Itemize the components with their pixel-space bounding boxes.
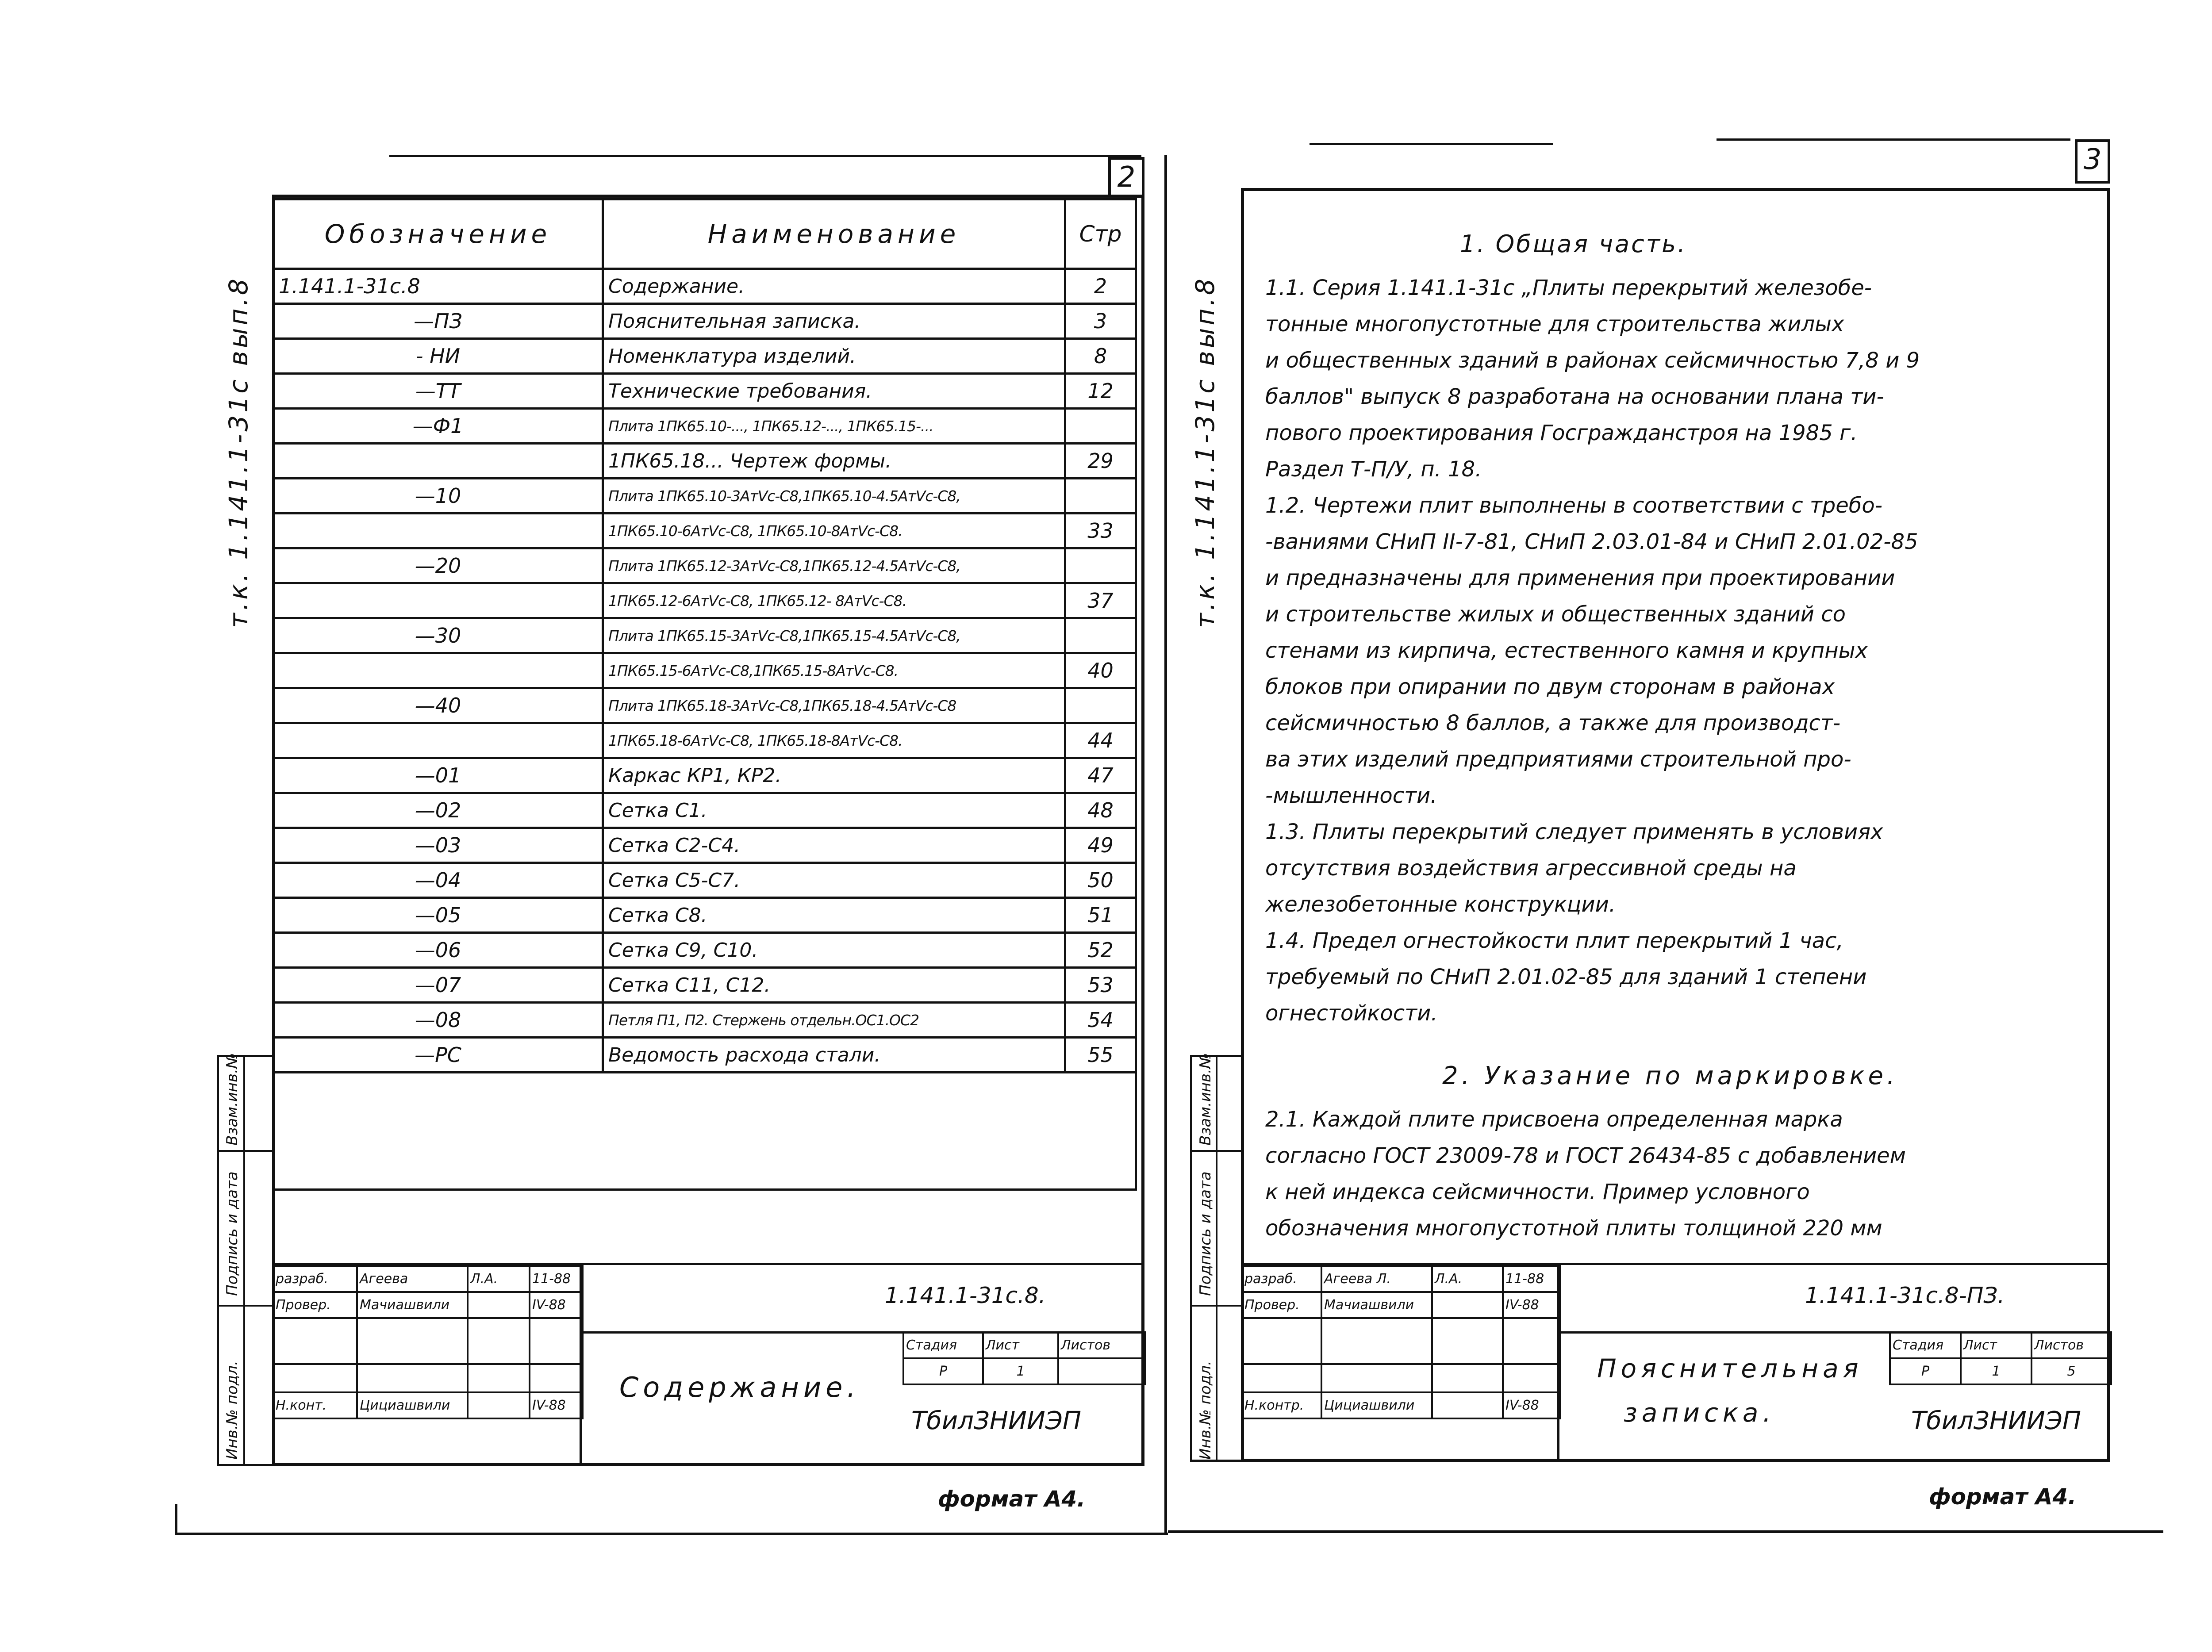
right-format: формат А4.	[1929, 1484, 2077, 1510]
row-designation: —10	[273, 479, 603, 514]
row-page	[1065, 618, 1136, 653]
stamp-signature	[468, 1392, 530, 1418]
row-name: Содержание.	[603, 269, 1065, 304]
right-side-sign-date: Подпись и дата	[1197, 1171, 1214, 1296]
stamp-role: Провер.	[1242, 1292, 1321, 1318]
stamp-role: Н.конт.	[273, 1392, 357, 1418]
row-designation	[273, 583, 603, 618]
stamp-row	[273, 1318, 583, 1364]
stamp-name: Агеева Л.	[1321, 1266, 1432, 1292]
paragraph-line: 2.1. Каждой плите присвоена определенная марка	[1265, 1107, 1843, 1132]
top-rule-right-a	[1310, 143, 1553, 145]
table-row	[273, 793, 1136, 828]
paragraph-line: ва этих изделий предприятиями строительной про-	[1265, 747, 1851, 772]
table-filler-row	[273, 1073, 1136, 1190]
row-page: 55	[1065, 1038, 1136, 1073]
paragraph-line: огнестойкости.	[1265, 1001, 1438, 1026]
row-name: Плита 1ПК65.10-3АтVс-С8,1ПК65.10-4.5АтVс-С8,	[603, 479, 1065, 514]
right-stamp-people	[1241, 1265, 1561, 1419]
row-name: Технические требования.	[603, 374, 1065, 409]
stamp-name: Цициашвили	[357, 1392, 468, 1418]
paragraph-line: стенами из кирпича, естественного камня и крупных	[1265, 638, 1868, 663]
paragraph-line: к ней индекса сейсмичности. Пример условного	[1265, 1180, 1810, 1204]
stamp-sheets-head	[1890, 1332, 2111, 1358]
table-row	[273, 968, 1136, 1003]
row-page: 54	[1065, 1003, 1136, 1038]
right-stamp-sheets	[1889, 1331, 2112, 1385]
paragraph-line: обозначения многопустотной плиты толщиной 220 мм	[1265, 1216, 1882, 1241]
row-page	[1065, 548, 1136, 583]
stamp-row	[1242, 1392, 1560, 1418]
row-name: Сетка С8.	[603, 898, 1065, 933]
table-row	[273, 514, 1136, 548]
row-name: Сетка С5-С7.	[603, 863, 1065, 898]
right-stamp-title-2: записка.	[1624, 1398, 1775, 1428]
row-page: 33	[1065, 514, 1136, 548]
right-doc-code: 1.141.1-31с.8-ПЗ.	[1805, 1283, 2005, 1308]
bottom-rule-left	[175, 1533, 1168, 1535]
stamp-signature	[1432, 1392, 1503, 1418]
stamp-row	[273, 1392, 583, 1418]
bottom-rule-right	[1168, 1530, 2163, 1533]
stamp-row	[1242, 1318, 1560, 1364]
row-page: 53	[1065, 968, 1136, 1003]
table-row	[273, 374, 1136, 409]
stamp-name: Цициашвили	[1321, 1392, 1432, 1418]
table-row	[273, 758, 1136, 793]
stamp-date: 11-88	[1503, 1266, 1560, 1292]
paragraph-line: требуемый по СНиП 2.01.02-85 для зданий 1 степени	[1265, 965, 1867, 989]
stamp-name: Мачиашвили	[357, 1292, 468, 1318]
stage-header: Стадия	[1890, 1332, 1961, 1358]
row-name: 1ПК65.18-6АтVс-С8, 1ПК65.18-8АтVс-С8.	[603, 723, 1065, 758]
stamp-name: Мачиашвили	[1321, 1292, 1432, 1318]
paragraph-line: согласно ГОСТ 23009-78 и ГОСТ 26434-85 с добавлением	[1265, 1143, 1906, 1168]
right-side-label: т.к. 1.141.1-31с вып.8	[1190, 276, 1220, 628]
table-row	[273, 1003, 1136, 1038]
row-name: 1ПК65.15-6АтVс-С8,1ПК65.15-8АтVс-С8.	[603, 653, 1065, 688]
row-designation: —Ф1	[273, 409, 603, 444]
stamp-row	[1242, 1292, 1560, 1318]
paragraph-line: блоков при опирании по двум сторонам в районах	[1265, 675, 1835, 699]
table-row	[273, 479, 1136, 514]
left-stamp-divider	[580, 1265, 582, 1466]
row-page: 40	[1065, 653, 1136, 688]
table-row	[273, 269, 1136, 304]
row-page	[1065, 688, 1136, 723]
left-side-sign-date: Подпись и дата	[223, 1171, 241, 1296]
table-row	[273, 339, 1136, 374]
paragraph-line: 1.1. Серия 1.141.1-31с „Плиты перекрытий железобе-	[1265, 276, 1872, 300]
paragraph-line: Раздел Т-П/У, п. 18.	[1265, 457, 1482, 482]
row-designation: —05	[273, 898, 603, 933]
header-page: Стр	[1065, 199, 1136, 269]
stamp-signature: Л.А.	[468, 1266, 530, 1292]
page-divider	[1164, 155, 1167, 1533]
left-stamp-people	[272, 1265, 584, 1419]
stamp-row	[273, 1266, 583, 1292]
row-page: 51	[1065, 898, 1136, 933]
row-name: Сетка С1.	[603, 793, 1065, 828]
stamp-name: Агеева	[357, 1266, 468, 1292]
sheets-header: Листов	[2032, 1332, 2111, 1358]
section1-body	[1265, 270, 2097, 1031]
left-stamp-sheets	[902, 1331, 1146, 1385]
header-designation: Обозначение	[273, 199, 603, 269]
left-sheet-number: 2	[1108, 157, 1144, 198]
row-name: Сетка С2-С4.	[603, 828, 1065, 863]
row-designation: —40	[273, 688, 603, 723]
table-row	[273, 933, 1136, 968]
row-name: Плита 1ПК65.18-3АтVс-С8,1ПК65.18-4.5АтVс-С8	[603, 688, 1065, 723]
row-name: Плита 1ПК65.10-..., 1ПК65.12-..., 1ПК65.15-...	[603, 409, 1065, 444]
row-designation: —04	[273, 863, 603, 898]
right-side-stamp-rule	[1190, 1150, 1243, 1152]
stamp-date: 11-88	[530, 1266, 583, 1292]
stamp-date: IV-88	[1503, 1392, 1560, 1418]
table-row	[273, 444, 1136, 479]
stamp-signature	[468, 1292, 530, 1318]
left-side-label: т.к. 1.141.1-31с вып.8	[223, 276, 253, 628]
right-stamp-title-1: Пояснительная	[1597, 1353, 1863, 1384]
row-page: 49	[1065, 828, 1136, 863]
row-designation: —20	[273, 548, 603, 583]
left-format: формат А4.	[938, 1486, 1086, 1512]
row-page: 50	[1065, 863, 1136, 898]
row-page: 12	[1065, 374, 1136, 409]
left-doc-code: 1.141.1-31с.8.	[885, 1283, 1046, 1308]
row-name: Пояснительная записка.	[603, 304, 1065, 339]
row-page: 37	[1065, 583, 1136, 618]
stamp-sheets-head	[903, 1332, 1145, 1358]
paragraph-line: 1.2. Чертежи плит выполнены в соответствии с требо-	[1265, 493, 1883, 518]
right-side-replace: Взам.инв.№	[1197, 1053, 1214, 1146]
row-designation: —01	[273, 758, 603, 793]
header-name: Наименование	[603, 199, 1065, 269]
right-org: ТбилЗНИИЭП	[1911, 1407, 2081, 1435]
row-name: Петля П1, П2. Стержень отдельн.ОС1.ОС2	[603, 1003, 1065, 1038]
section2-body	[1265, 1101, 2097, 1246]
top-rule-left	[389, 155, 1141, 157]
row-name: Каркас КР1, КР2.	[603, 758, 1065, 793]
table-row	[273, 863, 1136, 898]
left-side-replace: Взам.инв.№	[223, 1053, 241, 1146]
table-row	[273, 304, 1136, 339]
paragraph-line: отсутствия воздействия агрессивной среды на	[1265, 856, 1797, 881]
paragraph-line: пового проектирования Госгражданстроя на 1985 г.	[1265, 421, 1858, 445]
row-page: 48	[1065, 793, 1136, 828]
paragraph-line: -мышленности.	[1265, 783, 1437, 808]
table-row	[273, 828, 1136, 863]
paragraph-line: железобетонные конструкции.	[1265, 892, 1616, 917]
section1-title: 1. Общая часть.	[1460, 230, 1687, 258]
row-name: 1ПК65.12-6АтVс-С8, 1ПК65.12- 8АтVс-С8.	[603, 583, 1065, 618]
stage-header: Стадия	[903, 1332, 983, 1358]
row-designation	[273, 514, 603, 548]
row-designation: —ТТ	[273, 374, 603, 409]
left-side-stamp-rule	[217, 1150, 274, 1152]
stamp-row	[273, 1364, 583, 1392]
row-page: 52	[1065, 933, 1136, 968]
row-page: 29	[1065, 444, 1136, 479]
row-designation	[273, 723, 603, 758]
right-sheet-number: 3	[2075, 139, 2110, 184]
table-row	[273, 548, 1136, 583]
row-page: 47	[1065, 758, 1136, 793]
table-row	[273, 618, 1136, 653]
row-page: 44	[1065, 723, 1136, 758]
table-row	[273, 723, 1136, 758]
right-side-stamp-rule	[1190, 1305, 1243, 1307]
stamp-sheets-values	[903, 1358, 1145, 1384]
sheets-value	[1058, 1358, 1145, 1384]
row-name: Номенклатура изделий.	[603, 339, 1065, 374]
stamp-role: разраб.	[273, 1266, 357, 1292]
row-designation: —06	[273, 933, 603, 968]
stamp-date: IV-88	[530, 1392, 583, 1418]
stamp-role: Провер.	[273, 1292, 357, 1318]
contents-table	[272, 198, 1137, 1191]
table-row	[273, 688, 1136, 723]
row-name: Плита 1ПК65.15-3АтVс-С8,1ПК65.15-4.5АтVс-С8,	[603, 618, 1065, 653]
row-designation: - НИ	[273, 339, 603, 374]
left-stamp-title: Содержание.	[619, 1371, 860, 1403]
row-designation: —07	[273, 968, 603, 1003]
sheet-header: Лист	[1961, 1332, 2032, 1358]
sheet-header: Лист	[983, 1332, 1058, 1358]
right-side-stamp-div	[1216, 1055, 1217, 1462]
row-designation: —30	[273, 618, 603, 653]
row-designation: 1.141.1-31с.8	[273, 269, 603, 304]
stamp-signature	[1432, 1292, 1503, 1318]
bottom-edge-left	[175, 1504, 177, 1535]
paragraph-line: тонные многопустотные для строительства жилых	[1265, 312, 1844, 337]
row-name: 1ПК65.10-6АтVс-С8, 1ПК65.10-8АтVс-С8.	[603, 514, 1065, 548]
top-rule-right-b	[1717, 138, 2070, 141]
stamp-date: IV-88	[1503, 1292, 1560, 1318]
row-name: 1ПК65.18... Чертеж формы.	[603, 444, 1065, 479]
table-row	[273, 898, 1136, 933]
paragraph-line: и предназначены для применения при проектировании	[1265, 566, 1895, 590]
row-page: 8	[1065, 339, 1136, 374]
row-name: Сетка С11, С12.	[603, 968, 1065, 1003]
row-page	[1065, 479, 1136, 514]
left-org: ТбилЗНИИЭП	[911, 1407, 1081, 1435]
stamp-signature: Л.А.	[1432, 1266, 1503, 1292]
row-designation	[273, 444, 603, 479]
paragraph-line: -ваниями СНиП II-7-81, СНиП 2.03.01-84 и СНиП 2.01.02-85	[1265, 529, 1918, 554]
row-designation: —02	[273, 793, 603, 828]
stamp-row	[1242, 1266, 1560, 1292]
row-name: Плита 1ПК65.12-3АтVс-С8,1ПК65.12-4.5АтVс-С8,	[603, 548, 1065, 583]
stamp-role: Н.контр.	[1242, 1392, 1321, 1418]
stamp-date: IV-88	[530, 1292, 583, 1318]
row-designation: —08	[273, 1003, 603, 1038]
row-name: Ведомость расхода стали.	[603, 1038, 1065, 1073]
stamp-row	[273, 1292, 583, 1318]
stamp-role: разраб.	[1242, 1266, 1321, 1292]
row-designation	[273, 653, 603, 688]
right-stamp-divider	[1557, 1265, 1559, 1462]
table-row	[273, 1038, 1136, 1073]
section2-title: 2. Указание по маркировке.	[1442, 1062, 1898, 1090]
left-side-stamp-div	[243, 1055, 245, 1466]
sheet-value: 1	[983, 1358, 1058, 1384]
paragraph-line: сейсмичностью 8 баллов, а также для производст-	[1265, 711, 1841, 736]
stage-value: Р	[903, 1358, 983, 1384]
stamp-row	[1242, 1364, 1560, 1392]
contents-header-row	[273, 199, 1136, 269]
row-page	[1065, 409, 1136, 444]
table-row	[273, 409, 1136, 444]
stamp-sheets-values	[1890, 1358, 2111, 1384]
left-side-stamp-rule	[217, 1305, 274, 1307]
table-row	[273, 583, 1136, 618]
paragraph-line: и строительстве жилых и общественных зданий со	[1265, 602, 1846, 627]
row-designation: —03	[273, 828, 603, 863]
sheets-value: 5	[2032, 1358, 2111, 1384]
sheets-header: Листов	[1058, 1332, 1145, 1358]
paragraph-line: и общественных зданий в районах сейсмичностью 7,8 и 9	[1265, 348, 1920, 373]
paragraph-line: 1.3. Плиты перекрытий следует применять в условиях	[1265, 820, 1883, 844]
sheet-value: 1	[1961, 1358, 2032, 1384]
left-side-inv: Инв.№ подл.	[223, 1361, 241, 1460]
row-designation: —РС	[273, 1038, 603, 1073]
row-name: Сетка С9, С10.	[603, 933, 1065, 968]
row-page: 3	[1065, 304, 1136, 339]
row-page: 2	[1065, 269, 1136, 304]
right-side-inv: Инв.№ подл.	[1197, 1361, 1214, 1460]
paragraph-line: баллов" выпуск 8 разработана на основании плана ти-	[1265, 384, 1884, 409]
table-row	[273, 653, 1136, 688]
paragraph-line: 1.4. Предел огнестойкости плит перекрытий 1 час,	[1265, 928, 1843, 953]
row-designation: —ПЗ	[273, 304, 603, 339]
stage-value: Р	[1890, 1358, 1961, 1384]
